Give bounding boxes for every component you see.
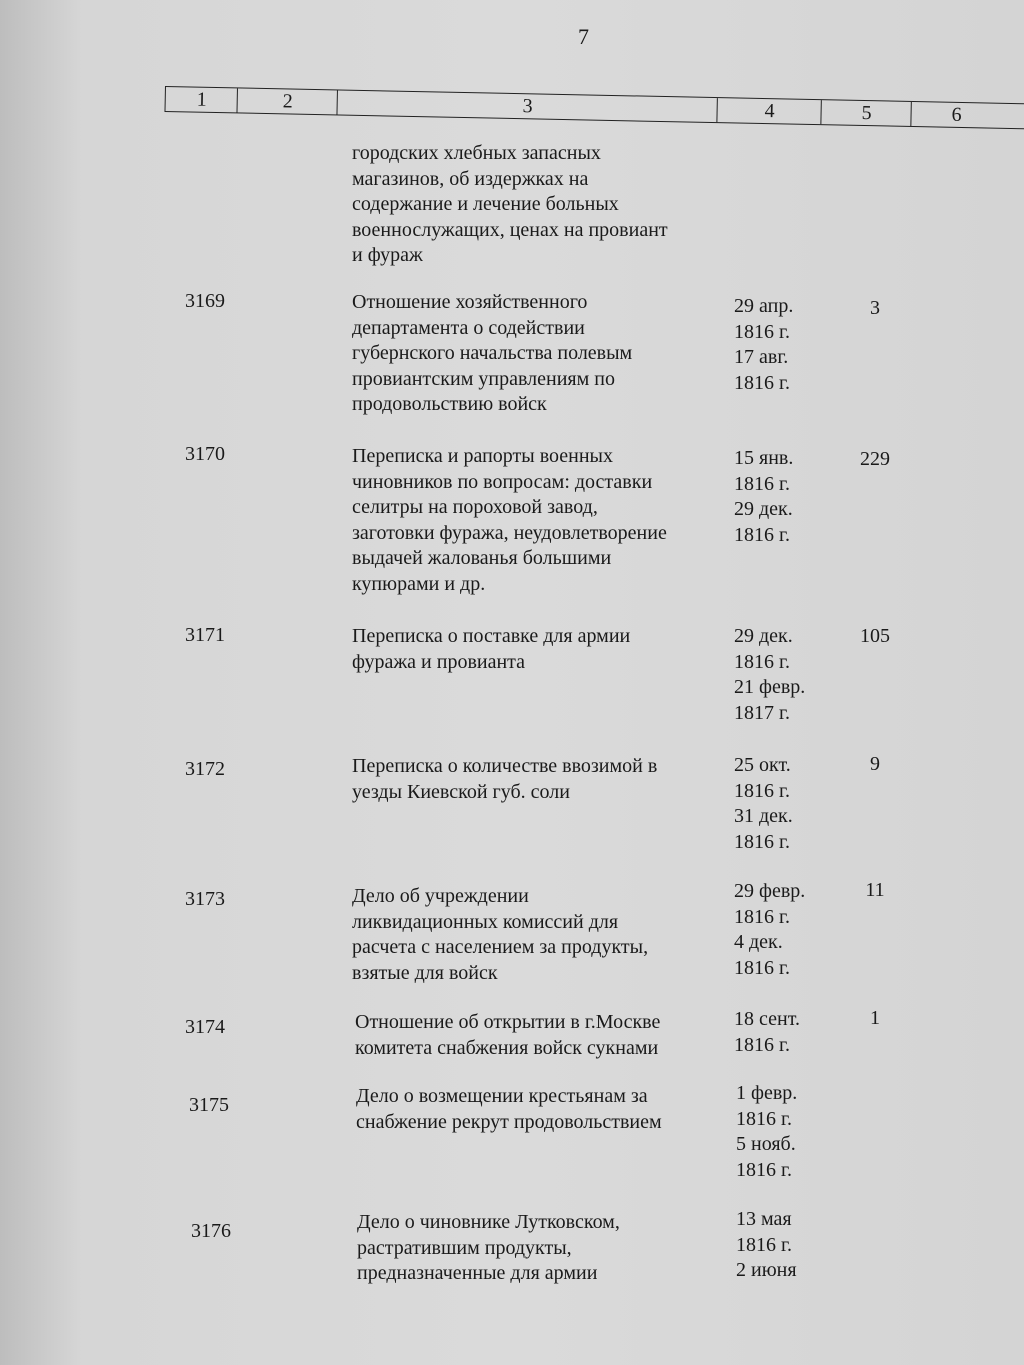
entry-title: Переписка о поставке для армии фуража и провианта bbox=[352, 625, 631, 673]
entry-number: 3171 bbox=[185, 624, 225, 646]
entry-title: Отношение хозяйственного департамента о содействии губернского начальства полевым провиантским управлениям по продовольствию войск bbox=[352, 291, 633, 415]
entry-dates: 15 янв. 1816 г. 29 дек. 1816 г. bbox=[734, 447, 794, 546]
entry-title: Дело о возмещении крестьянам за снабжение рекрут продовольствием bbox=[356, 1085, 662, 1133]
entry-dates: 18 сент. 1816 г. bbox=[734, 1008, 800, 1056]
entry-number: 3170 bbox=[185, 443, 225, 465]
entry-sheets: 1 bbox=[870, 1007, 880, 1029]
entry-number: 3175 bbox=[189, 1094, 229, 1116]
entry-sheets: 105 bbox=[860, 625, 890, 647]
header-col-1: 1 bbox=[164, 87, 237, 112]
table-header bbox=[164, 86, 1024, 129]
entry-title: Дело об учреждении ликвидационных комиссий для расчета с населением за продукты, взятые для войск bbox=[352, 885, 649, 984]
entry-dates: 13 мая 1816 г. 2 июня bbox=[736, 1208, 797, 1281]
entry-number: 3174 bbox=[185, 1016, 225, 1038]
page-number: 7 bbox=[578, 24, 589, 49]
entry-title: Переписка и рапорты военных чиновников по вопросам: доставки селитры на пороховой завод, заготовки фуража, неудовлетворение выдачей жалованья большими купюрами и др. bbox=[352, 445, 667, 595]
header-col-6: 6 bbox=[910, 102, 1001, 128]
entry-dates: 29 апр. 1816 г. 17 авг. 1816 г. bbox=[734, 295, 794, 394]
entry-dates: 1 февр. 1816 г. 5 нояб. 1816 г. bbox=[736, 1082, 798, 1181]
entry-dates: 25 окт. 1816 г. 31 дек. 1816 г. bbox=[734, 754, 793, 853]
entry-dates: 29 февр. 1816 г. 4 дек. 1816 г. bbox=[734, 880, 806, 979]
entry-title: Отношение об открытии в г.Москве комитета снабжения войск сукнами bbox=[355, 1011, 661, 1059]
header-col-4: 4 bbox=[716, 98, 821, 124]
entry-title: Переписка о количестве ввозимой в уезды Киевской губ. соли bbox=[352, 755, 658, 803]
header-col-5: 5 bbox=[820, 100, 911, 126]
entry-number: 3172 bbox=[185, 758, 225, 780]
header-col-2: 2 bbox=[236, 88, 337, 114]
entry-title: Дело о чиновнике Лутковском, растратившим продукты, предназначенные для армии bbox=[357, 1211, 620, 1284]
entry-dates: 29 дек. 1816 г. 21 февр. 1817 г. bbox=[734, 625, 806, 724]
entry-number: 3176 bbox=[191, 1220, 231, 1242]
header-col-3: 3 bbox=[336, 90, 717, 122]
entry-sheets: 3 bbox=[870, 297, 880, 319]
entry-sheets: 229 bbox=[860, 448, 890, 470]
continuation-title: городских хлебных запасных магазинов, об издержках на содержание и лечение больных военнослужащих, ценах на провиант и фураж bbox=[352, 142, 668, 266]
entry-sheets: 11 bbox=[865, 879, 885, 901]
entry-sheets: 9 bbox=[870, 753, 880, 775]
entry-number: 3169 bbox=[185, 290, 225, 312]
entry-number: 3173 bbox=[185, 888, 225, 910]
